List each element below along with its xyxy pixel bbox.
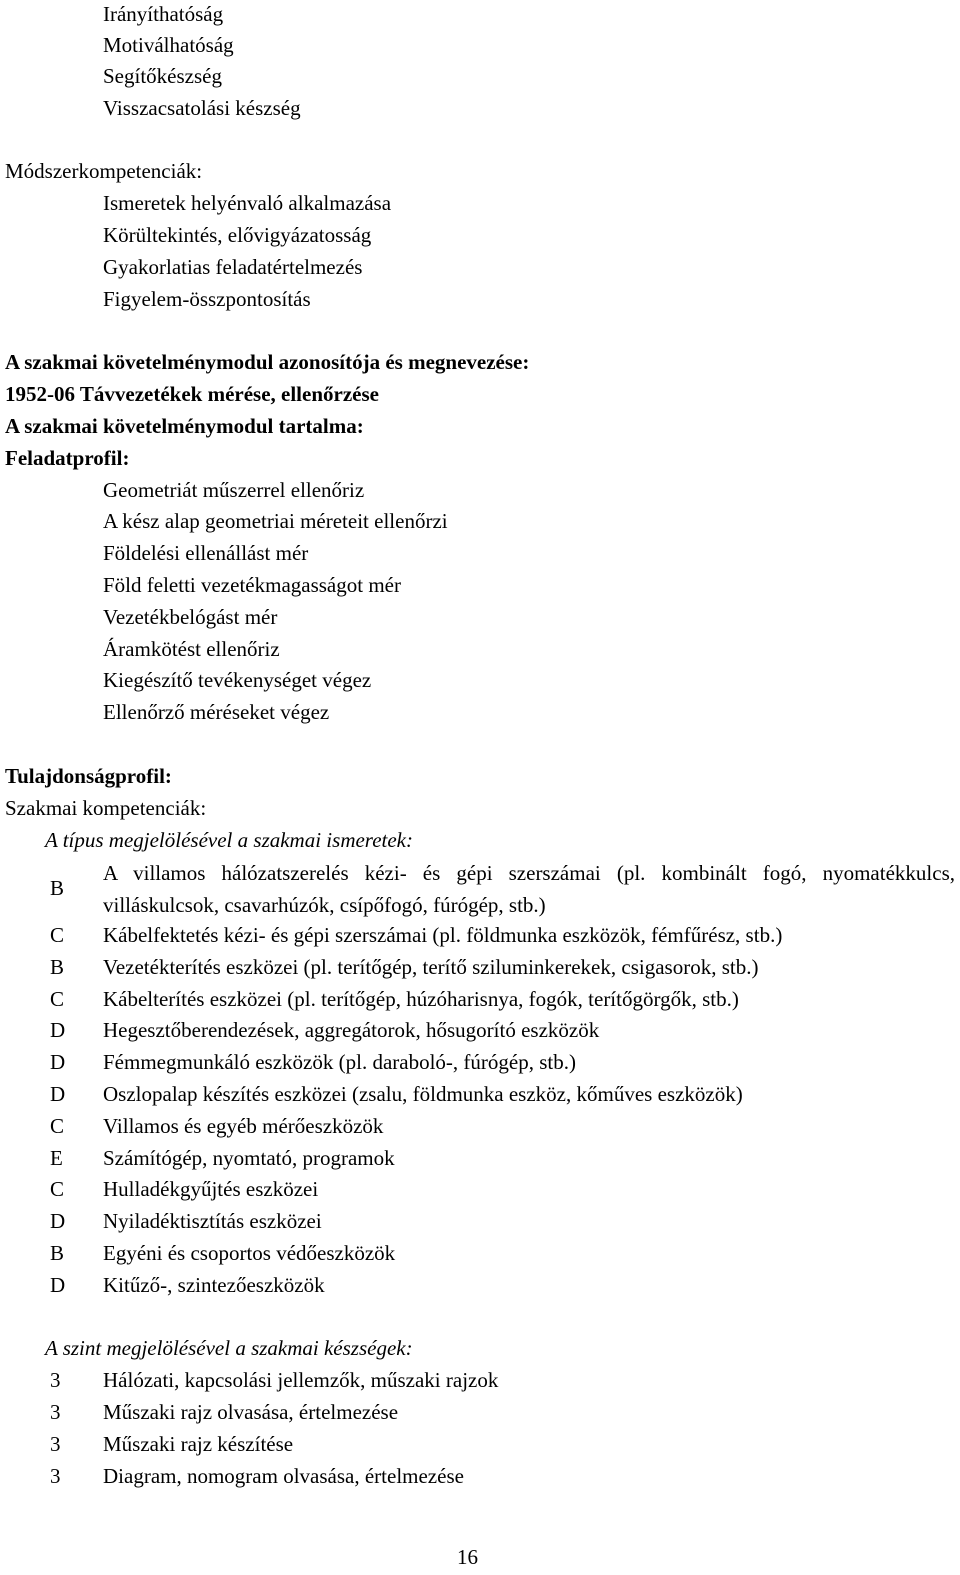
list-item: Gyakorlatias feladatértelmezés (103, 255, 363, 279)
knowledge-text: Kitűző-, szintezőeszközök (103, 1273, 325, 1297)
knowledge-type: B (50, 955, 65, 979)
skill-text: Műszaki rajz készítése (103, 1432, 294, 1456)
skill-level: 3 (50, 1368, 61, 1392)
knowledge-type: E (50, 1146, 63, 1170)
knowledge-text: Kábelterítés eszközei (pl. terítőgép, húzóharisnya, fogók, terítőgörgők, stb.) (103, 987, 739, 1011)
knowledge-type: D (50, 1082, 66, 1106)
knowledge-text: Hulladékgyűjtés eszközei (103, 1177, 319, 1201)
knowledge-type: C (50, 1114, 65, 1138)
skill-level: 3 (50, 1400, 61, 1424)
knowledge-text: Fémmegmunkáló eszközök (pl. daraboló-, fúrógép, stb.) (103, 1050, 576, 1074)
knowledge-text: Oszlopalap készítés eszközei (zsalu, földmunka eszköz, kőműves eszközök) (103, 1082, 743, 1106)
skill-text: Diagram, nomogram olvasása, értelmezése (103, 1464, 464, 1488)
skill-text: Műszaki rajz olvasása, értelmezése (103, 1400, 399, 1424)
knowledge-type: D (50, 1273, 66, 1297)
professional-competencies-heading: Szakmai kompetenciák: (5, 796, 207, 820)
knowledge-text: Egyéni és csoportos védőeszközök (103, 1241, 396, 1265)
list-item: Segítőkészség (103, 64, 222, 88)
list-item: Motiválhatóság (103, 33, 234, 57)
knowledge-text: Vezetékterítés eszközei (pl. terítőgép, terítő sziluminkerekek, csigasorok, stb.) (103, 955, 759, 979)
knowledge-text: Nyiladéktisztítás eszközei (103, 1209, 322, 1233)
task-item: A kész alap geometriai méreteit ellenőrzi (103, 509, 448, 533)
knowledge-type: C (50, 987, 65, 1011)
knowledge-type: D (50, 1050, 66, 1074)
task-item: Kiegészítő tevékenységet végez (103, 668, 372, 692)
list-item: Irányíthatóság (103, 2, 224, 26)
knowledge-type: B (50, 876, 65, 900)
task-item: Geometriát műszerrel ellenőriz (103, 478, 365, 502)
list-item: Ismeretek helyénvaló alkalmazása (103, 191, 392, 215)
knowledge-type: D (50, 1209, 66, 1233)
knowledge-heading: A típus megjelölésével a szakmai ismeretek: (45, 828, 413, 852)
list-item: Körültekintés, elővigyázatosság (103, 223, 372, 247)
knowledge-type: C (50, 923, 65, 947)
knowledge-text: Villamos és egyéb mérőeszközök (103, 1114, 384, 1138)
module-content-heading: A szakmai követelménymodul tartalma: (5, 414, 364, 438)
property-profile-heading: Tulajdonságprofil: (5, 764, 172, 788)
knowledge-type: D (50, 1018, 66, 1042)
list-item: Figyelem-összpontosítás (103, 287, 311, 311)
knowledge-text: A villamos hálózatszerelés kézi- és gépi szerszámai (pl. kombinált fogó, nyomatékkulcs, villáskulcsok, csavarhúzók, csípőfogó, fúrógép, stb.) (103, 861, 955, 917)
task-item: Föld feletti vezetékmagasságot mér (103, 573, 401, 597)
knowledge-text: Kábelfektetés kézi- és gépi szerszámai (pl. földmunka eszközök, fémfűrész, stb.) (103, 923, 783, 947)
module-id-value: 1952-06 Távvezetékek mérése, ellenőrzése (5, 382, 379, 406)
task-item: Áramkötést ellenőriz (103, 637, 280, 661)
module-id-heading: A szakmai követelménymodul azonosítója és megnevezése: (5, 350, 530, 374)
skills-heading: A szint megjelölésével a szakmai készségek: (45, 1336, 413, 1360)
knowledge-text: Hegesztőberendezések, aggregátorok, hősugorító eszközök (103, 1018, 600, 1042)
skill-level: 3 (50, 1464, 61, 1488)
list-item: Visszacsatolási készség (103, 96, 301, 120)
knowledge-text: Számítógép, nyomtató, programok (103, 1146, 395, 1170)
skill-text: Hálózati, kapcsolási jellemzők, műszaki rajzok (103, 1368, 499, 1392)
task-item: Vezetékbelógást mér (103, 605, 278, 629)
skill-level: 3 (50, 1432, 61, 1456)
task-item: Földelési ellenállást mér (103, 541, 309, 565)
page-number: 16 (457, 1545, 478, 1569)
method-competencies-heading: Módszerkompetenciák: (5, 159, 203, 183)
task-profile-heading: Feladatprofil: (5, 446, 130, 470)
task-item: Ellenőrző méréseket végez (103, 700, 330, 724)
knowledge-type: C (50, 1177, 65, 1201)
knowledge-type: B (50, 1241, 65, 1265)
